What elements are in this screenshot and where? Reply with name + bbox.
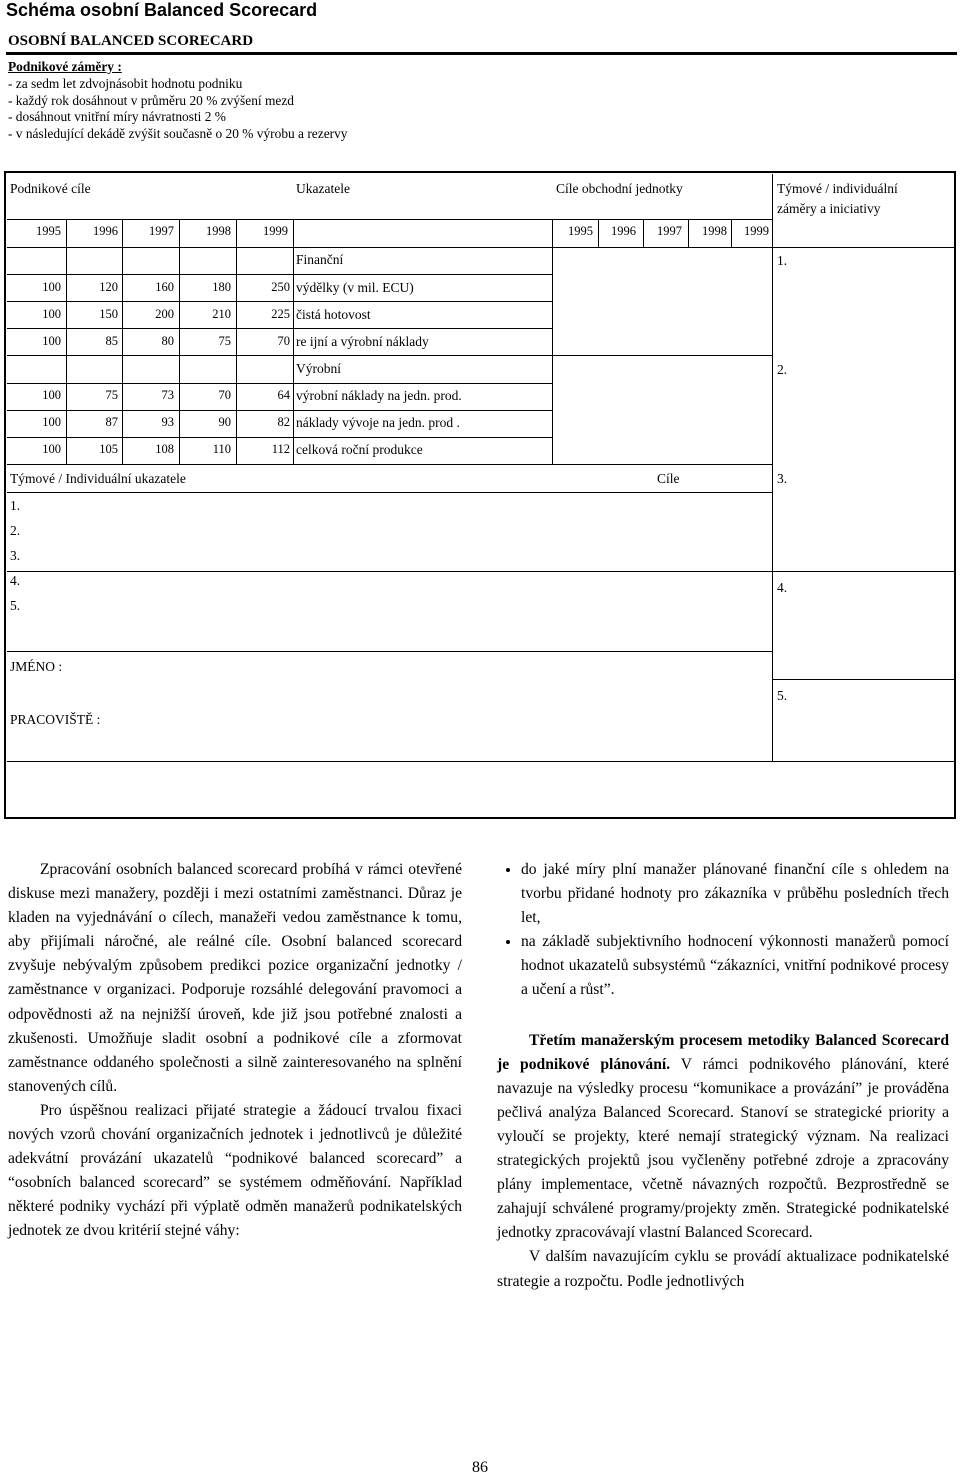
scorecard-subtitle: OSOBNÍ BALANCED SCORECARD [8,33,254,49]
value-cell: 110 [212,442,231,456]
team-indicators-label: Týmové / Individuální ukazatele [10,471,186,486]
value-cell: 82 [277,415,290,429]
value-cell: 70 [277,334,290,348]
body-paragraph: Zpracování osobních balanced scorecard probíhá v rámci otevřené diskuse mezi manažery, později i mezi ostatními zaměstnanci. Důraz je kladen na vyjednávání o cílech, manažeři vedou zaměstnance k tomu, aby přijímali náročné, ale reálné cíle. Osobní balanced scorecard zvyšuje nebývalým způsobem predikci pozice organizační jednotky / zaměstnance v organizaci. Podporuje rozsáhlé delegování pravomoci a odpovědnosti až na nejnižší úroveň, kde již jsou potřebné znalosti a zkušenosti. Umožňuje sladit osobní a podnikové cíle a zformovat zaměstnance oddaného společnosti a silně zainteresovaného na splnění stanovených cílů. [8,861,462,1095]
grid-line [598,219,599,247]
value-cell: 93 [161,415,174,429]
grid-line [7,492,772,493]
initiative-number: 3. [777,471,788,486]
year-cell: 1995 [36,224,61,238]
value-cell: 85 [105,334,118,348]
initiative-number: 4. [777,580,788,595]
header-corporate-goals: Podnikové cíle [10,181,91,196]
value-cell: 200 [155,307,174,321]
indicator-label: celková roční produkce [296,442,423,457]
grid-line [7,301,552,302]
section-production: Výrobní [296,361,341,376]
body-paragraph: Pro úspěšnou realizaci přijaté strategie a žádoucí trvalou fixaci nových vzorů chování organizačních jednotek i jednotlivců je důležité adekvátní provázání ukazatelů “podnikové balanced scorecard” a “osobních balanced scorecard” se systémem odměňování. Například některé podniky vychází při výplatě odměn manažerů podnikatelských jednotek ze dvou kritérií stejné váhy: [8,1101,462,1240]
indicator-label: čistá hotovost [296,307,371,322]
workplace-label: PRACOVIŠTĚ : [10,712,101,727]
targets-label: Cíle [657,471,680,486]
body-paragraph: V dalším navazujícím cyklu se provádí aktualizace podnikatelské strategie a rozpočtu. Podle jednotlivých [497,1248,949,1290]
value-cell: 100 [42,307,61,321]
value-cell: 210 [212,307,231,321]
year-cell: 1997 [149,224,174,238]
paragraph-rest: V rámci podnikového plánování, které navazuje na výsledky procesu “komunikace a provázání” je prováděna pečlivá analýza Balanced Scorecard. Stanoví se strategické priority a vyloučí se projekty, které nemají strategický význam. Na realizaci strategických projektů jsou vyčleněny potřebné zdroje a zpracovány plány implementace, včetně návazných rozpočtů. Bezprostředně se zahajují schválené programy/projekty změn. Strategické podnikatelské jednotky zpracovávají vlastní Balanced Scorecard. [497,1055,949,1242]
team-item-number: 5. [10,598,21,613]
value-cell: 80 [161,334,174,348]
criteria-list [497,858,949,1003]
header-unit-goals: Cíle obchodní jednotky [556,181,683,196]
value-cell: 100 [42,388,61,402]
corporate-goals [8,59,348,143]
grid-line [293,219,294,464]
value-cell: 64 [277,388,290,402]
team-item-number: 1. [10,498,21,513]
header-team-goals: Týmové / individuální [777,181,898,196]
grid-line [7,383,552,384]
grid-line [688,219,689,247]
grid-line [643,219,644,247]
value-cell: 100 [42,280,61,294]
grid-line [772,679,954,680]
year-cell: 1998 [206,224,231,238]
goals-heading: Podnikové záměry : [8,59,122,74]
grid-line [66,219,67,464]
value-cell: 160 [155,280,174,294]
initiative-number: 2. [777,362,788,377]
value-cell: 105 [99,442,118,456]
grid-line [7,274,552,275]
section-financial: Finanční [296,252,344,267]
value-cell: 75 [105,388,118,402]
unit-year-cell: 1995 [568,224,593,238]
goal-item: - každý rok dosáhnout v průměru 20 % zvýšení mezd [8,92,294,108]
grid-line [7,328,552,329]
grid-line [122,219,123,464]
grid-line [731,219,732,247]
indicator-label: výdělky (v mil. ECU) [296,280,414,295]
value-cell: 100 [42,415,61,429]
value-cell: 87 [105,415,118,429]
value-cell: 90 [218,415,231,429]
name-label: JMÉNO : [10,659,63,674]
value-cell: 70 [218,388,231,402]
value-cell: 75 [218,334,231,348]
grid-line [7,571,954,572]
grid-line [179,219,180,464]
list-item: • do jaké míry plní manažer plánované finanční cíle s ohledem na tvorbu přidané hodnoty pro zákazníka v průběhu posledních třech let, [521,858,949,930]
goal-item: - v následující dekádě zvýšit současně o 20 % výrobu a rezervy [8,126,348,142]
page-number: 86 [472,1459,488,1476]
team-item-number: 4. [10,573,21,588]
year-cell: 1999 [263,224,288,238]
header-team-goals-2: záměry a iniciativy [777,201,881,216]
body-paragraph [497,1029,949,1246]
indicator-label: náklady vývoje na jedn. prod . [296,415,460,430]
value-cell: 120 [99,280,118,294]
year-cell: 1996 [93,224,118,238]
grid-line [772,174,773,761]
value-cell: 225 [271,307,290,321]
value-cell: 112 [271,442,290,456]
indicator-label: re ijní a výrobní náklady [296,334,429,349]
goal-item: - dosáhnout vnitřní míry návratnosti 2 % [8,109,226,125]
grid-line [552,219,553,464]
goal-item: - za sedm let zdvojnásobit hodnotu podniku [8,75,243,91]
team-item-number: 3. [10,548,21,563]
unit-year-cell: 1999 [744,224,769,238]
team-item-number: 2. [10,523,21,538]
bold-lead: Třetím manažerským procesem metodiky Balanced Scorecard je podnikové plánování. [497,1031,949,1073]
value-cell: 150 [99,307,118,321]
indicator-label: výrobní náklady na jedn. prod. [296,388,462,403]
value-cell: 73 [161,388,174,402]
grid-line [236,219,237,464]
list-item: • na základě subjektivního hodnocení výkonnosti manažerů pomocí hodnot ukazatelů subsystémů “zákazníci, vnitřní podnikové procesy a učení a růst”. [521,930,949,1002]
unit-year-cell: 1997 [657,224,682,238]
initiative-number: 1. [777,253,788,268]
page-title: Schéma osobní Balanced Scorecard [6,0,318,20]
value-cell: 100 [42,334,61,348]
grid-line [7,437,552,438]
title-divider [6,52,957,55]
unit-year-cell: 1996 [611,224,636,238]
grid-line [7,464,772,465]
value-cell: 108 [155,442,174,456]
initiative-number: 5. [777,688,788,703]
unit-year-cell: 1998 [702,224,727,238]
grid-line [7,410,552,411]
left-column [8,858,462,1244]
grid-line [7,651,772,652]
header-indicators: Ukazatele [296,181,350,196]
grid-line [7,761,954,762]
value-cell: 100 [42,442,61,456]
value-cell: 180 [212,280,231,294]
grid-line [7,247,954,248]
value-cell: 250 [271,280,290,294]
right-column [497,858,949,1294]
scorecard-frame [4,171,956,819]
